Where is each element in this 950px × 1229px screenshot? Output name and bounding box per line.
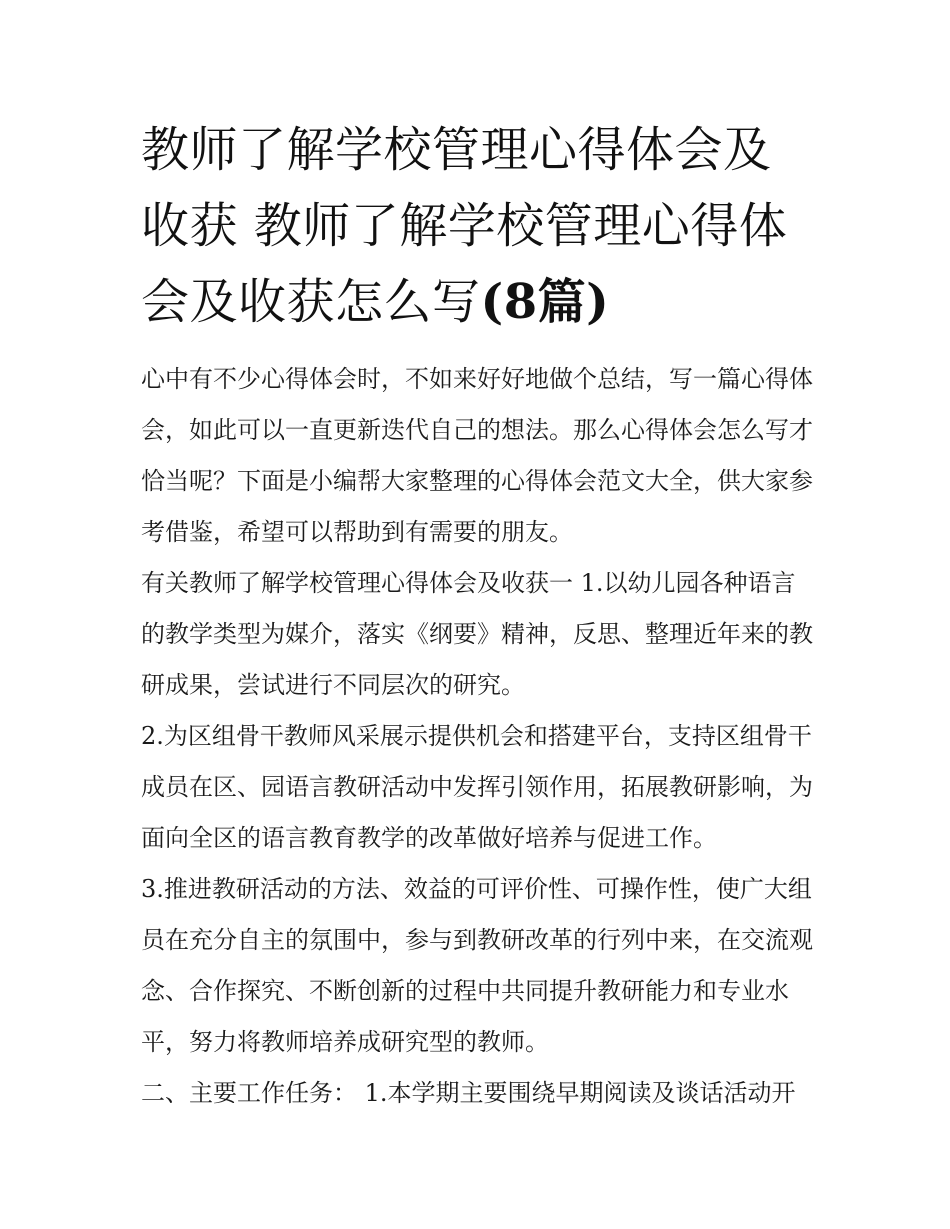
paragraph-intro: 心中有不少心得体会时，不如来好好地做个总结，写一篇心得体会，如此可以一直更新迭代自己的想法。那么心得体会怎么写才恰当呢？下面是小编帮大家整理的心得体会范文大全，供大家参考借鉴，希望可以帮助到有需要的朋友。: [141, 365, 813, 546]
paragraph-item-3: 3.推进教研活动的方法、效益的可评价性、可操作性，使广大组员在充分自主的氛围中，参与到教研改革的行列中来，在交流观念、合作探究、不断创新的过程中共同提升教研能力和专业水平，努力将教师培养成研究型的教师。: [141, 875, 813, 1056]
paragraph-section-1: 有关教师了解学校管理心得体会及收获一 1.以幼儿园各种语言的教学类型为媒介，落实《纲要》精神，反思、整理近年来的教研成果，尝试进行不同层次的研究。: [141, 569, 813, 699]
paragraph-item-2: 2.为区组骨干教师风采展示提供机会和搭建平台，支持区组骨干成员在区、园语言教研活动中发挥引领作用，拓展教研影响，为面向全区的语言教育教学的改革做好培养与促进工作。: [141, 722, 813, 852]
paragraph-main-tasks: 二、主要工作任务： 1.本学期主要围绕早期阅读及谈话活动开: [141, 1079, 796, 1107]
document-title: [141, 112, 813, 340]
document-title-suffix: (8篇): [480, 274, 610, 330]
document-body: [141, 112, 813, 1119]
document-title-main: 教师了解学校管理心得体会及收获 教师了解学校管理心得体会及收获怎么写: [141, 122, 788, 330]
